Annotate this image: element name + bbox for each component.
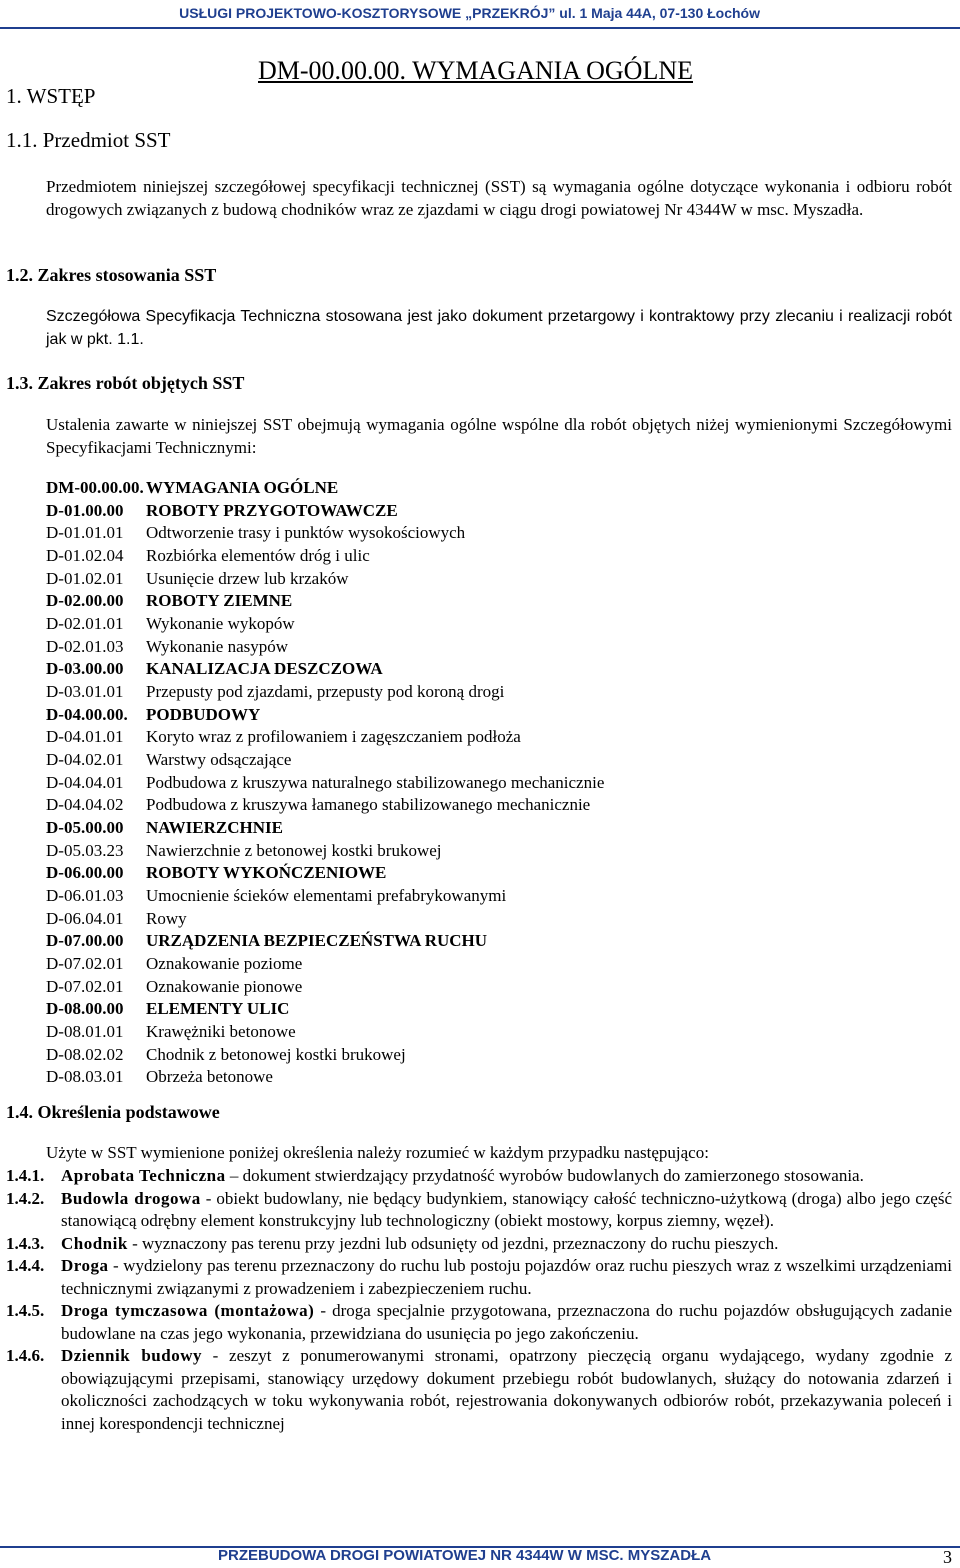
heading-introduction: 1. WSTĘP	[6, 84, 96, 108]
spec-list-item	[46, 568, 604, 591]
spec-name: Wykonanie wykopów	[146, 614, 295, 634]
spec-list-item	[46, 998, 604, 1021]
definition-body	[61, 1255, 952, 1300]
heading-1-4: 1.4. Określenia podstawowe	[6, 1102, 220, 1122]
spec-name: Przepusty pod zjazdami, przepusty pod koroną drogi	[146, 682, 505, 702]
spec-name: NAWIERZCHNIE	[146, 818, 283, 838]
definition-number: 1.4.5.	[6, 1301, 45, 1320]
spec-code: D-03.00.00	[46, 659, 124, 679]
spec-code: D-04.01.01	[46, 727, 124, 747]
spec-list-item	[46, 885, 604, 908]
spec-code: D-06.01.03	[46, 886, 124, 906]
definition-separator: -	[200, 1188, 217, 1208]
definition-term: Aprobata Techniczna	[61, 1166, 226, 1185]
definition-item	[6, 1165, 952, 1188]
spec-list	[46, 477, 604, 1089]
spec-code: D-07.02.01	[46, 954, 124, 974]
spec-name: ROBOTY PRZYGOTOWAWCZE	[146, 500, 398, 520]
spec-list-item	[46, 1066, 604, 1089]
spec-list-item	[46, 704, 604, 727]
spec-list-item	[46, 772, 604, 795]
spec-name: Podbudowa z kruszywa łamanego stabilizowanego mechanicznie	[146, 795, 591, 815]
spec-name: Oznakowanie pionowe	[146, 976, 303, 996]
spec-code: D-02.00.00	[46, 591, 124, 611]
definition-number: 1.4.6.	[6, 1346, 45, 1365]
definition-separator: -	[314, 1301, 333, 1320]
spec-code: D-02.01.01	[46, 614, 124, 634]
spec-name: Oznakowanie poziome	[146, 954, 303, 974]
spec-code: D-04.02.01	[46, 750, 124, 770]
spec-name: Wykonanie nasypów	[146, 636, 289, 656]
definition-separator: -	[202, 1346, 230, 1365]
spec-name: ELEMENTY ULIC	[146, 999, 290, 1019]
spec-code: D-08.02.02	[46, 1044, 124, 1064]
heading-1-3: 1.3. Zakres robót objętych SST	[6, 373, 245, 393]
spec-code: D-08.01.01	[46, 1022, 124, 1042]
definition-term: Chodnik	[61, 1233, 128, 1253]
spec-name: Podbudowa z kruszywa naturalnego stabilizowanego mechanicznie	[146, 772, 605, 792]
spec-list-item	[46, 522, 604, 545]
definition-item	[6, 1233, 952, 1256]
definition-body	[61, 1233, 952, 1256]
spec-name: ROBOTY WYKOŃCZENIOWE	[146, 863, 387, 883]
spec-list-item	[46, 794, 604, 817]
spec-name: Obrzeża betonowe	[146, 1067, 273, 1087]
paragraph-1-1	[46, 176, 952, 221]
spec-list-item	[46, 930, 604, 953]
spec-list-item	[46, 500, 604, 523]
definition-body	[61, 1165, 952, 1188]
spec-name: Rowy	[146, 908, 187, 928]
spec-list-item	[46, 613, 604, 636]
heading-1-2: 1.2. Zakres stosowania SST	[6, 265, 217, 285]
definition-number: 1.4.4.	[6, 1256, 45, 1275]
definition-body	[61, 1300, 952, 1345]
definition-text: wyznaczony pas terenu przy jezdni lub odsunięty od jezdni, przeznaczony do ruchu pieszych.	[142, 1233, 779, 1253]
spec-list-item	[46, 840, 604, 863]
definition-separator: -	[127, 1233, 142, 1253]
header-company: USŁUGI PROJEKTOWO-KOSZTORYSOWE „PRZEKRÓJ” ul. 1 Maja 44A, 07-130 Łochów	[179, 5, 760, 21]
definition-number: 1.4.1.	[6, 1166, 45, 1185]
definition-separator: -	[108, 1256, 124, 1275]
spec-name: KANALIZACJA DESZCZOWA	[146, 659, 383, 679]
spec-code: D-06.04.01	[46, 908, 124, 928]
spec-code: D-01.01.01	[46, 523, 124, 543]
definition-separator: –	[225, 1166, 243, 1185]
spec-list-item	[46, 749, 604, 772]
document-title: DM-00.00.00. WYMAGANIA OGÓLNE	[258, 56, 693, 85]
definition-item	[6, 1300, 952, 1345]
definition-text: zeszyt z ponumerowanymi stronami, opatrzony pieczęcią organu wydającego, wydany zgodnie z obowiązującymi przepisami, stanowiący urzędowy dokument przebiegu robót budowlanych, służący do notowania zdarzeń i okoliczności zachodzących w toku wykonywania robót, rejestrowania dokonywanych odbiorów robót, przekazywania poleceń i innej korespondencji technicznej	[61, 1346, 952, 1433]
spec-list-item	[46, 545, 604, 568]
spec-code: D-07.00.00	[46, 931, 124, 951]
spec-code: D-08.00.00	[46, 999, 124, 1019]
spec-code: D-03.01.01	[46, 682, 124, 702]
spec-code: D-07.02.01	[46, 976, 124, 996]
spec-code: D-01.02.04	[46, 546, 124, 566]
definition-number: 1.4.3.	[6, 1233, 45, 1253]
spec-list-item	[46, 862, 604, 885]
spec-list-item	[46, 1021, 604, 1044]
spec-name: URZĄDZENIA BEZPIECZEŃSTWA RUCHU	[146, 931, 488, 951]
spec-code: D-05.00.00	[46, 818, 124, 838]
spec-code: D-01.02.01	[46, 568, 124, 588]
definition-text: wydzielony pas terenu przeznaczony do ruchu lub postoju pojazdów oraz ruchu pieszych wraz z wszelkimi urządzeniami technicznymi związanymi z prowadzeniem i zabezpieczeniem ruchu.	[61, 1256, 952, 1298]
spec-name: Nawierzchnie z betonowej kostki brukowej	[146, 840, 442, 860]
spec-name: Usunięcie drzew lub krzaków	[146, 568, 349, 588]
spec-code: DM-00.00.00.	[46, 478, 144, 497]
definition-item	[6, 1345, 952, 1435]
spec-list-item	[46, 817, 604, 840]
spec-list-item	[46, 976, 604, 999]
footer-project-title: PRZEBUDOWA DROGI POWIATOWEJ NR 4344W W MSC. MYSZADŁA	[218, 1547, 712, 1564]
paragraph-1-4-intro-text: Użyte w SST wymienione poniżej określenia należy rozumieć w każdym przypadku następująco:	[46, 1143, 709, 1162]
spec-name: Krawężniki betonowe	[146, 1022, 296, 1042]
paragraph-1-3-text: Ustalenia zawarte w niniejszej SST obejmują wymagania ogólne wspólne dla robót objętych niżej wymienionymi Szczegółowymi Specyfikacjami Technicznymi:	[46, 415, 952, 457]
definition-term: Budowla drogowa	[61, 1188, 201, 1208]
definition-text: obiekt budowlany, nie będący budynkiem, stanowiący całość techniczno-użytkową (droga) albo jego część stanowiącą odrębny element konstrukcyjny lub technologiczny (obiekt mostowy, korpus ziemny, węzeł).	[61, 1188, 953, 1230]
spec-code: D-04.00.00.	[46, 704, 128, 724]
spec-list-item	[46, 908, 604, 931]
spec-code: D-05.03.23	[46, 840, 124, 860]
spec-name: WYMAGANIA OGÓLNE	[146, 478, 339, 497]
spec-list-item	[46, 726, 604, 749]
spec-name: Umocnienie ścieków elementami prefabrykowanymi	[146, 886, 507, 906]
spec-list-item	[46, 636, 604, 659]
spec-list-item	[46, 953, 604, 976]
paragraph-1-2	[46, 306, 952, 351]
spec-name: ROBOTY ZIEMNE	[146, 591, 293, 611]
spec-list-item	[46, 1044, 604, 1067]
definition-body	[61, 1188, 952, 1233]
spec-code: D-04.04.02	[46, 795, 124, 815]
spec-code: D-01.00.00	[46, 500, 124, 520]
definition-item	[6, 1255, 952, 1300]
spec-name: Rozbiórka elementów dróg i ulic	[146, 546, 370, 566]
header-rule	[0, 27, 960, 29]
spec-name: Koryto wraz z profilowaniem i zagęszczaniem podłoża	[146, 727, 521, 747]
spec-code: D-02.01.03	[46, 636, 124, 656]
definitions-list	[6, 1165, 952, 1435]
paragraph-1-2-text: Szczegółowa Specyfikacja Techniczna stosowana jest jako dokument przetargowy i kontraktowy przy zlecaniu i realizacji robót jak w pkt. 1.1.	[46, 308, 952, 348]
spec-list-item	[46, 658, 604, 681]
definition-number: 1.4.2.	[6, 1188, 45, 1208]
paragraph-1-4-intro	[46, 1142, 952, 1165]
page-footer	[0, 1546, 960, 1567]
spec-name: Odtworzenie trasy i punktów wysokościowych	[146, 523, 466, 543]
spec-code: D-06.00.00	[46, 863, 124, 883]
definition-item	[6, 1188, 952, 1233]
definition-text: droga specjalnie przygotowana, przeznaczona do ruchu pojazdów obsługujących zadanie budowlane na czas jego wykonania, przewidziana do usunięcia po jego zakończeniu.	[61, 1301, 952, 1343]
definition-body	[61, 1345, 952, 1435]
spec-name: Chodnik z betonowej kostki brukowej	[146, 1044, 406, 1064]
spec-name: PODBUDOWY	[146, 704, 261, 724]
definition-text: dokument stwierdzający przydatność wyrobów budowlanych do zamierzonego stosowania.	[242, 1166, 864, 1185]
spec-code: D-08.03.01	[46, 1067, 124, 1087]
spec-list-item	[46, 590, 604, 613]
paragraph-1-3	[46, 414, 952, 459]
spec-code: D-04.04.01	[46, 772, 124, 792]
spec-list-item	[46, 681, 604, 704]
definition-term: Dziennik budowy	[61, 1346, 202, 1365]
heading-1-1: 1.1. Przedmiot SST	[6, 128, 171, 152]
spec-list-item	[46, 477, 604, 500]
definition-term: Droga	[61, 1256, 109, 1275]
spec-name: Warstwy odsączające	[146, 750, 292, 770]
definition-term: Droga tymczasowa (montażowa)	[61, 1301, 315, 1320]
page-number: 3	[943, 1547, 952, 1567]
page-header	[0, 0, 960, 28]
paragraph-1-1-text: Przedmiotem niniejszej szczegółowej specyfikacji technicznej (SST) są wymagania ogólne dotyczące wykonania i odbioru robót drogowych związanych z budową chodników wraz ze zjazdami w ciągu drogi powiatowej Nr 4344W w msc. Myszadła.	[46, 177, 952, 219]
